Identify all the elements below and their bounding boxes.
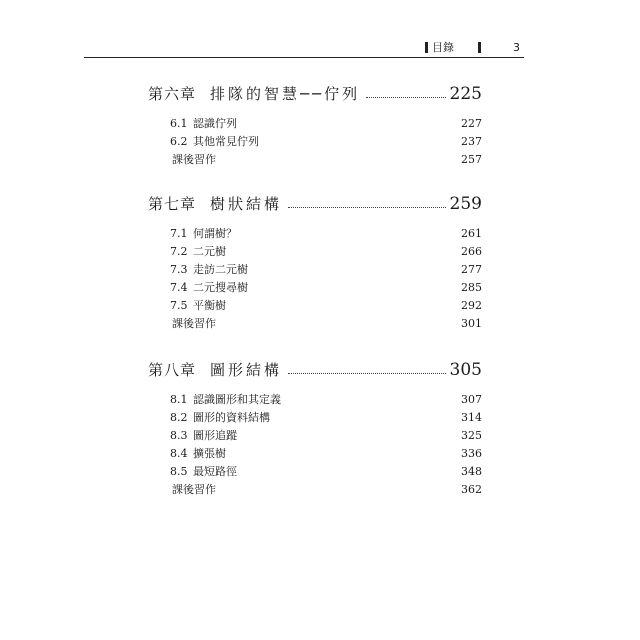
section-page: 285 (461, 281, 482, 294)
section-title: 圖形的資料結構 (193, 411, 270, 424)
header-bar-right (478, 42, 481, 53)
chapter-label: 第六章 (148, 85, 197, 103)
chapter-title: 樹狀結構 (210, 195, 283, 213)
toc-entry (170, 410, 482, 426)
toc-entry (170, 134, 482, 150)
toc-entry (170, 280, 482, 296)
section-number: 7.1 (170, 227, 191, 240)
chapter-label: 第八章 (148, 361, 197, 379)
header-page-number: 3 (513, 41, 520, 54)
section-number: 7.5 (170, 299, 191, 312)
section-number: 7.4 (170, 281, 191, 294)
chapter-heading (148, 190, 482, 214)
section-number: 6.1 (170, 117, 191, 130)
section-page: 237 (461, 135, 482, 148)
section-page: 257 (461, 153, 482, 166)
header-bar-left (425, 42, 428, 53)
section-page: 307 (461, 393, 482, 406)
chapter-title: 排隊的智慧──佇列 (210, 85, 361, 103)
section-title: 最短路徑 (193, 465, 237, 478)
section-title: 二元搜尋樹 (193, 281, 248, 294)
section-title: 二元樹 (193, 245, 226, 258)
section-page: 261 (461, 227, 482, 240)
dot-leader (366, 97, 445, 98)
toc-entry (170, 464, 482, 480)
section-title: 圖形追蹤 (193, 429, 237, 442)
section-page: 362 (461, 483, 482, 496)
dot-leader (288, 207, 446, 208)
toc-entry (170, 392, 482, 408)
toc-entry (170, 482, 482, 498)
dot-leader (288, 373, 446, 374)
header-rule (84, 57, 524, 58)
section-number: 8.3 (170, 429, 191, 442)
section-page: 292 (461, 299, 482, 312)
header-title: 目錄 (432, 41, 454, 54)
section-page: 277 (461, 263, 482, 276)
section-title: 課後習作 (172, 483, 216, 496)
chapter-page: 225 (449, 84, 482, 104)
toc-entry (170, 298, 482, 314)
section-number: 7.3 (170, 263, 191, 276)
toc-entry (170, 152, 482, 168)
section-page: 314 (461, 411, 482, 424)
toc-entry (170, 116, 482, 132)
section-title: 其他常見佇列 (193, 135, 259, 148)
section-page: 227 (461, 117, 482, 130)
toc-entry (170, 428, 482, 444)
chapter-heading (148, 356, 482, 380)
section-number: 8.1 (170, 393, 191, 406)
section-page: 348 (461, 465, 482, 478)
section-number: 8.4 (170, 447, 191, 460)
section-page: 336 (461, 447, 482, 460)
section-title: 課後習作 (172, 317, 216, 330)
toc-entry (170, 244, 482, 260)
section-page: 266 (461, 245, 482, 258)
section-page: 301 (461, 317, 482, 330)
toc-entry (170, 226, 482, 242)
chapter-page: 305 (449, 360, 482, 380)
section-title: 課後習作 (172, 153, 216, 166)
section-title: 擴張樹 (193, 447, 226, 460)
toc-entry (170, 262, 482, 278)
toc-entry (170, 446, 482, 462)
section-number: 6.2 (170, 135, 191, 148)
chapter-title: 圖形結構 (210, 361, 283, 379)
chapter-label: 第七章 (148, 195, 197, 213)
section-number: 7.2 (170, 245, 191, 258)
running-header (0, 41, 640, 55)
section-title: 認識圖形和其定義 (193, 393, 281, 406)
toc-entry (170, 316, 482, 332)
section-number: 8.5 (170, 465, 191, 478)
section-title: 平衡樹 (193, 299, 226, 312)
section-page: 325 (461, 429, 482, 442)
chapter-page: 259 (449, 194, 482, 214)
section-number: 8.2 (170, 411, 191, 424)
chapter-heading (148, 80, 482, 104)
section-title: 認識佇列 (193, 117, 237, 130)
section-title: 何謂樹？ (193, 227, 237, 240)
section-title: 走訪二元樹 (193, 263, 248, 276)
